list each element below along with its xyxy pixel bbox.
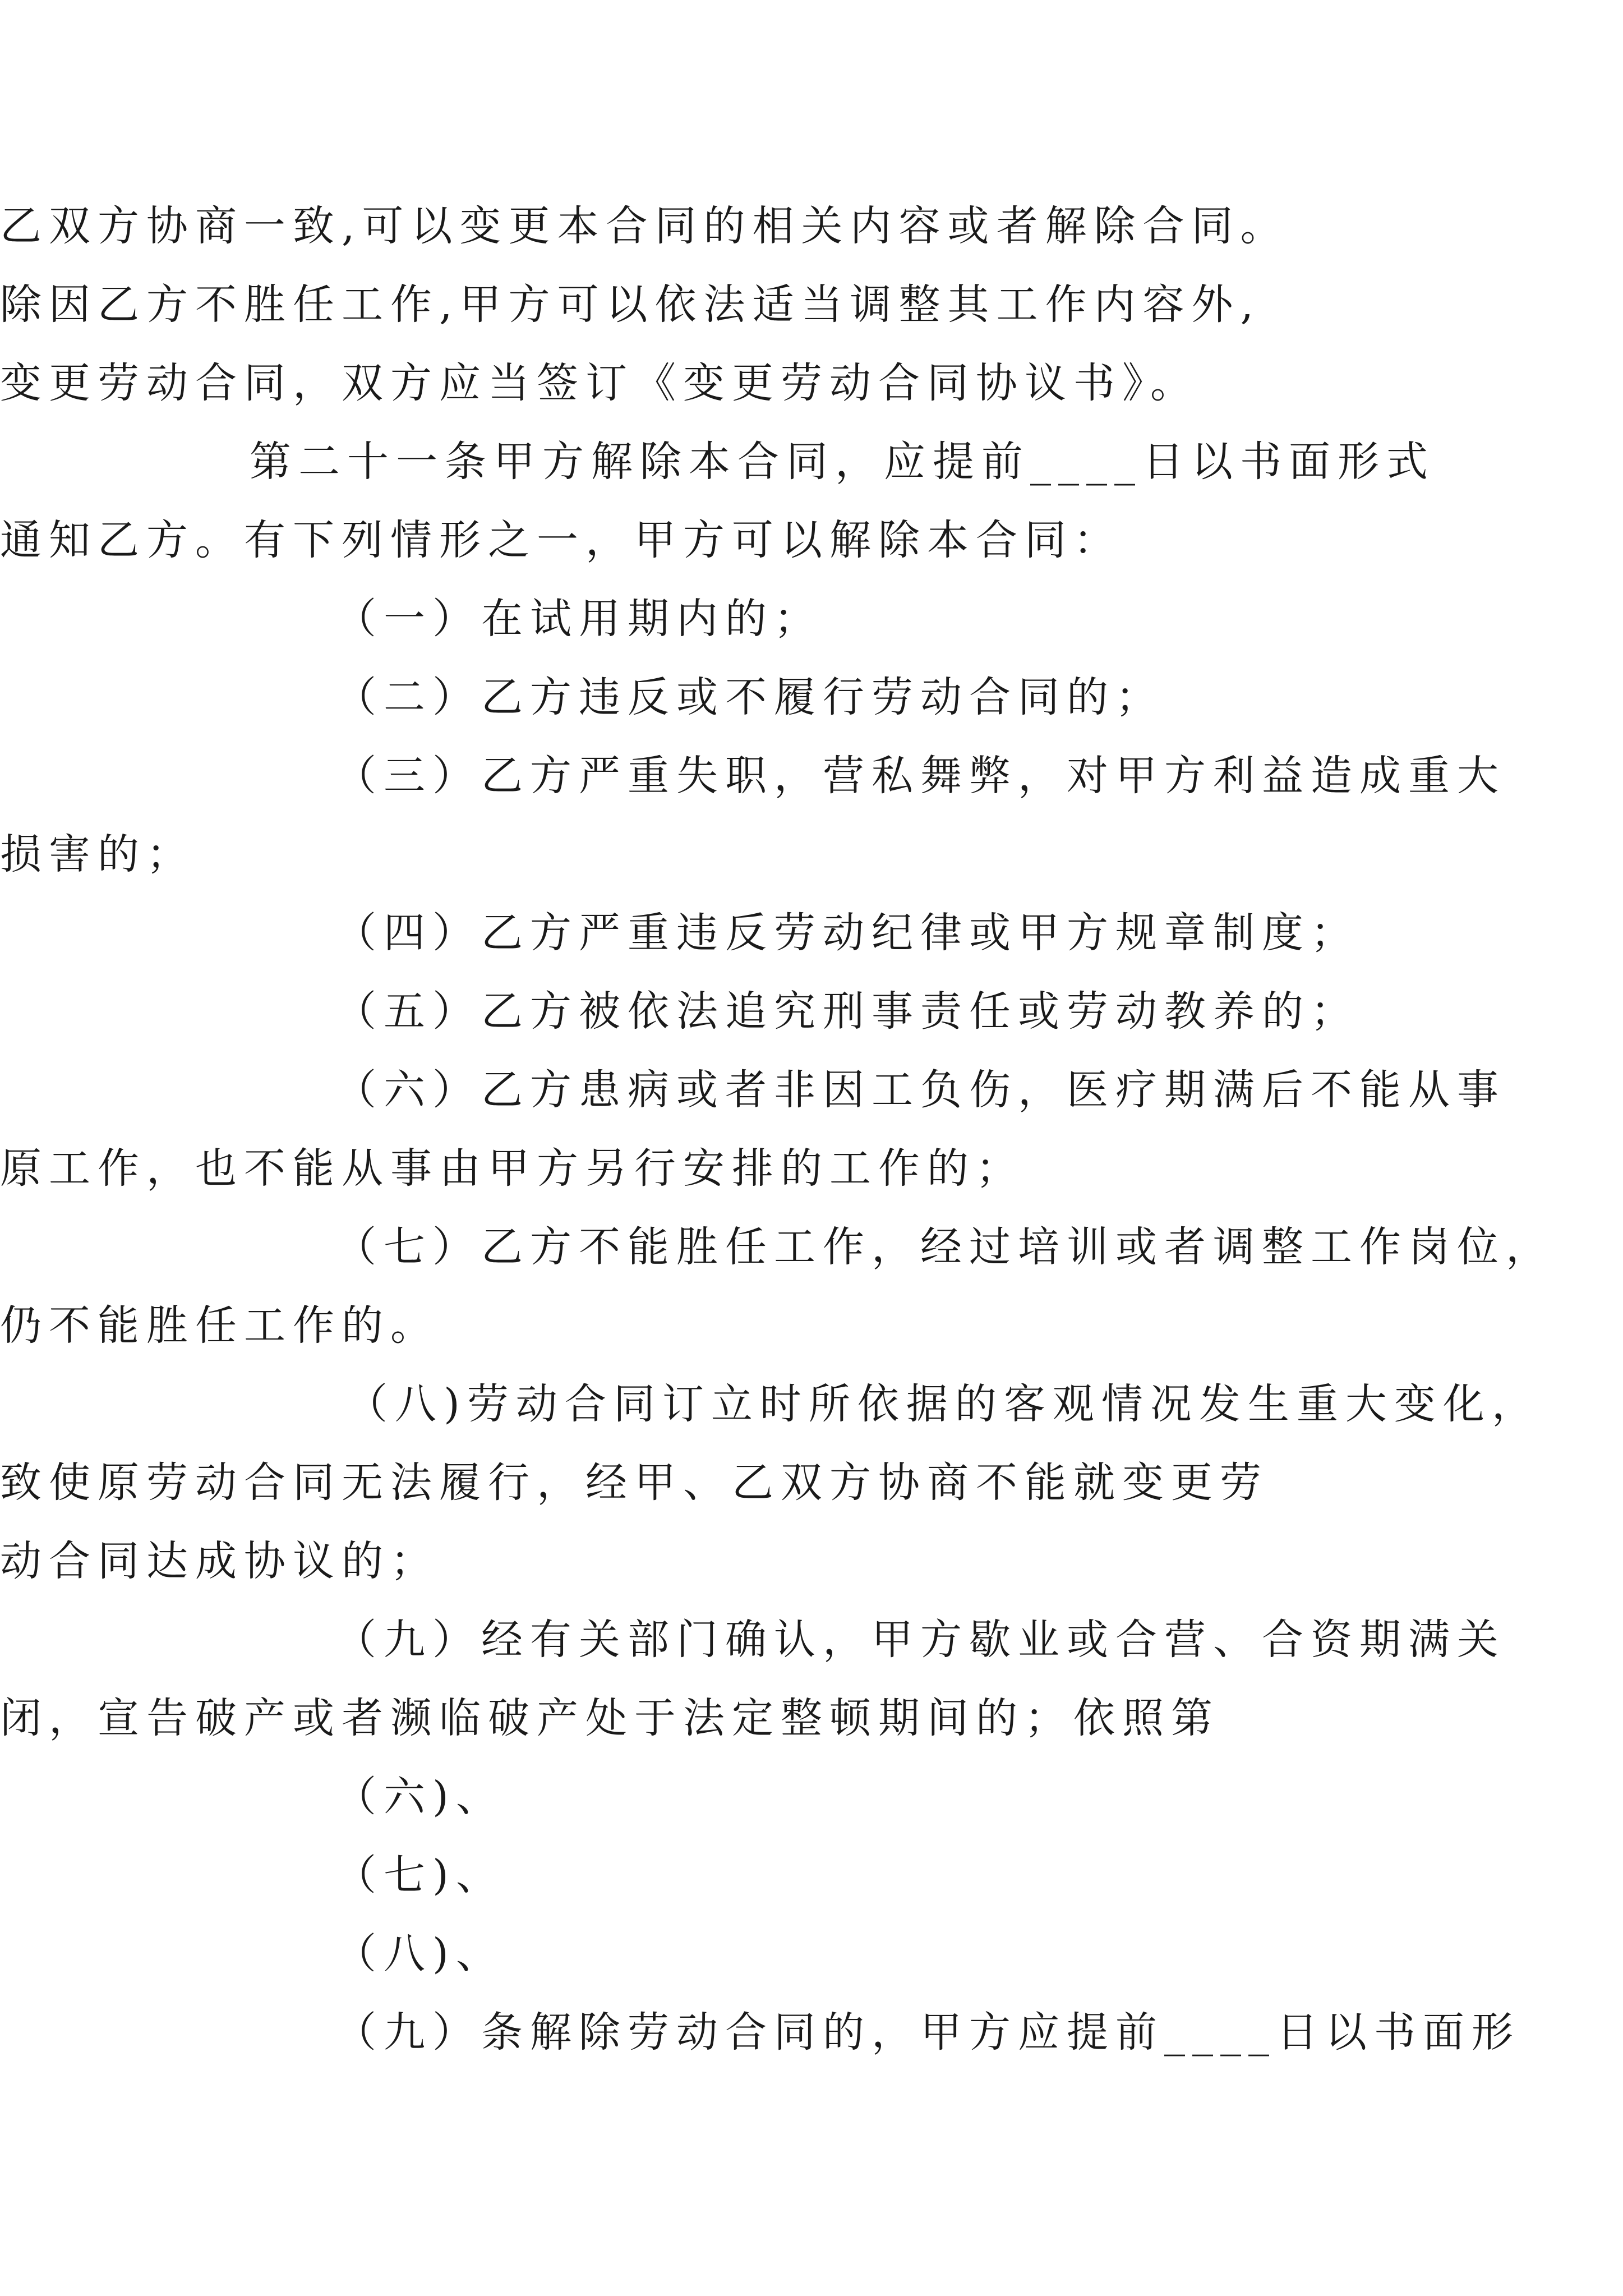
paragraph-line: 变更劳动合同，双方应当签订《变更劳动合同协议书》。 [0, 359, 1199, 407]
paragraph-line: 乙双方协商一致,可以变更本合同的相关内容或者解除合同。 [0, 202, 1289, 250]
list-item-8: （八)劳动合同订立时所依据的客观情况发生重大变化， [346, 1380, 1541, 1428]
list-item-9: （九）经有关部门确认，甲方歇业或合营、合资期满关 [335, 1616, 1506, 1664]
list-item-1: （一）在试用期内的； [335, 595, 823, 643]
list-item-2: （二）乙方违反或不履行劳动合同的； [335, 673, 1164, 721]
list-item-8-continued: 致使原劳动合同无法履行，经甲、乙双方协商不能就变更劳 [0, 1458, 1269, 1507]
reference-item-8: （八)、 [335, 1930, 505, 1978]
reference-item-7: （七)、 [335, 1851, 505, 1899]
list-item-7-continued: 仍不能胜任工作的。 [0, 1301, 439, 1350]
paragraph-line: 除因乙方不胜任工作,甲方可以依法适当调整其工作内容外, [0, 280, 1261, 329]
article-21-heading: 第二十一条甲方解除本合同，应提前____日以书面形式 [250, 438, 1435, 486]
list-item-6: （六）乙方患病或者非因工负伤，医疗期满后不能从事 [335, 1066, 1506, 1114]
reference-item-9: （九）条解除劳动合同的，甲方应提前____日以书面形 [335, 2008, 1520, 2056]
list-item-6-continued: 原工作，也不能从事由甲方另行安排的工作的； [0, 1144, 1025, 1193]
list-item-3: （三）乙方严重失职，营私舞弊，对甲方利益造成重大 [335, 752, 1506, 800]
list-item-3-continued: 损害的； [0, 830, 195, 878]
list-item-8-continued: 动合同达成协议的； [0, 1537, 439, 1585]
list-item-4: （四）乙方严重违反劳动纪律或甲方规章制度； [335, 909, 1359, 957]
list-item-9-continued: 闭，宣告破产或者濒临破产处于法定整顿期间的；依照第 [0, 1694, 1220, 1742]
reference-item-6: （六)、 [335, 1773, 505, 1821]
list-item-5: （五）乙方被依法追究刑事责任或劳动教养的； [335, 987, 1359, 1036]
paragraph-line: 通知乙方。有下列情形之一，甲方可以解除本合同： [0, 516, 1122, 564]
list-item-7: （七）乙方不能胜任工作，经过培训或者调整工作岗位， [335, 1223, 1555, 1271]
